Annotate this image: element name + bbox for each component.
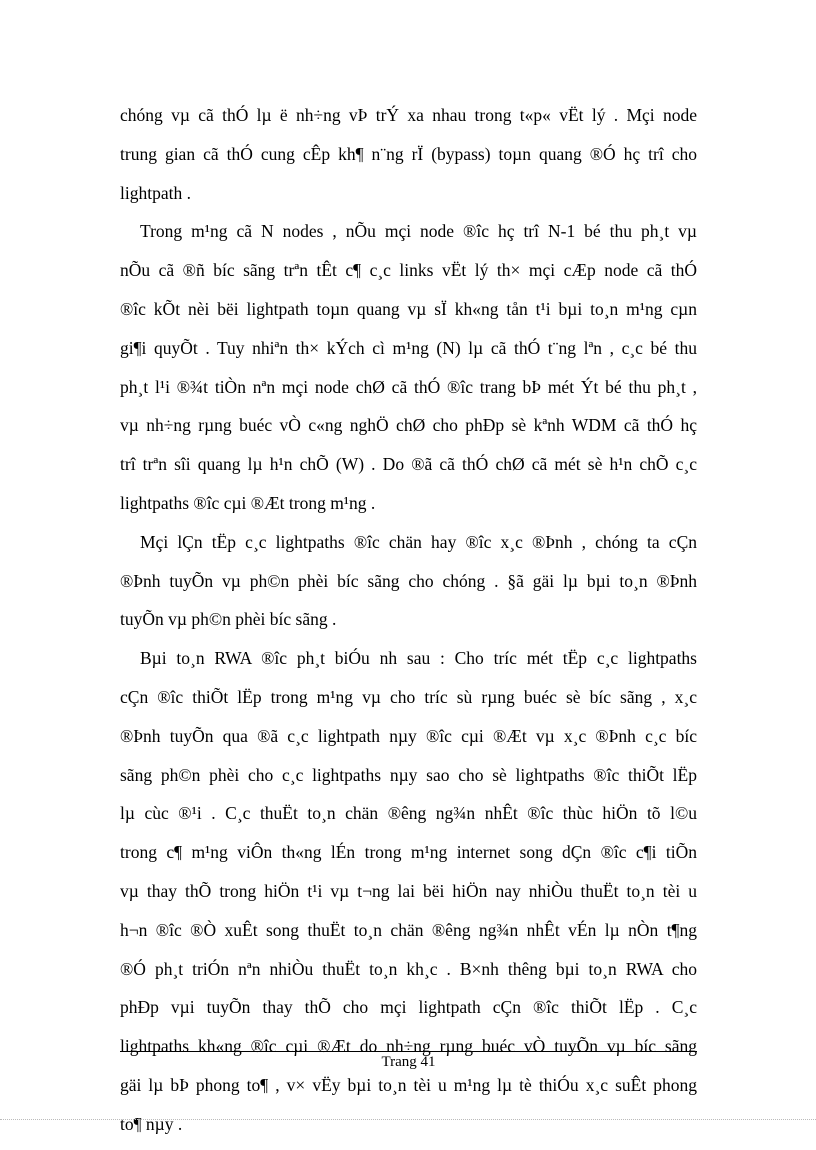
text-line: Mçi lÇn tËp c¸c lightpaths ®îc chän hay ®îc x¸c ®Þnh , chóng ta cÇn [140, 531, 697, 552]
paragraph [120, 218, 697, 528]
text-line: Trong m¹ng cã N nodes , nÕu mçi node ®îc hç trî N-1 bé thu ph¸t vµ [140, 221, 697, 242]
text-line: ®îc kÕt nèi bëi lightpath toµn quang vµ sÏ kh«ng tån t¹i bµi to¸n m¹ng cµn [120, 298, 697, 319]
text-line: Bµi to¸n RWA ®îc ph¸t biÓu nh sau : Cho tríc mét tËp c¸c lightpaths [140, 648, 697, 669]
footer-divider [120, 1051, 697, 1052]
text-line: h¬n ®îc ®Ò xuÊt song thuËt to¸n chän ®êng ng¾n nhÊt vÉn lµ nÒn t¶ng [120, 919, 697, 940]
text-line: gäi lµ bÞ phong to¶ , v× vËy bµi to¸n tèi u m¹ng lµ tè thiÓu x¸c suÊt phong [120, 1074, 697, 1095]
text-line: lightpaths ®îc cµi ®Æt trong m¹ng . [120, 492, 376, 513]
text-line: sãng ph©n phèi cho c¸c lightpaths nµy sao cho sè lightpaths ®îc thiÕt lËp [120, 764, 697, 785]
text-line: trung gian cã thÓ cung cÊp kh¶ n¨ng rÏ (bypass) toµn quang ®Ó hç trî cho [120, 143, 697, 164]
document-body [120, 102, 697, 1150]
text-line: vµ thay thÕ trong hiÖn t¹i vµ t¬ng lai bëi hiÖn nay nhiÒu thuËt to¸n tèi u [120, 880, 697, 901]
text-line: trong c¶ m¹ng viÔn th«ng lÉn trong m¹ng internet song dÇn ®îc c¶i tiÕn [120, 842, 697, 863]
page-number: Trang 41 [381, 1054, 436, 1070]
text-line: phÐp vµi tuyÕn thay thÕ cho mçi lightpath cÇn ®îc thiÕt lËp . C¸c [120, 997, 697, 1018]
text-line: nÕu cã ®ñ bíc sãng trªn tÊt c¶ c¸c links vËt lý th× mçi cÆp node cã thÓ [120, 260, 697, 281]
text-line: ®Þnh tuyÕn vµ ph©n phèi bíc sãng cho chóng . §ã gäi lµ bµi to¸n ®Þnh [120, 570, 697, 591]
paragraph [120, 102, 697, 218]
paragraph [120, 645, 697, 1149]
text-line: vµ nh÷ng rµng buéc vÒ c«ng nghÖ chØ cho phÐp sè kªnh WDM cã thÓ hç [120, 415, 697, 436]
text-line: ®Þnh tuyÕn qua ®ã c¸c lightpath nµy ®îc cµi ®Æt vµ x¸c ®Þnh c¸c bíc [120, 725, 697, 746]
page-edge [0, 1119, 816, 1120]
text-line: chóng vµ cã thÓ lµ ë nh÷ng vÞ trÝ xa nhau trong t«p« vËt lý . Mçi node [120, 105, 697, 125]
paragraph [120, 529, 697, 645]
text-line: tuyÕn vµ ph©n phèi bíc sãng . [120, 609, 337, 630]
text-line: lightpath . [120, 182, 191, 203]
text-line: trî trªn sîi quang lµ h¹n chÕ (W) . Do ®ã cã thÓ chØ cã mét sè h¹n chÕ c¸c [120, 454, 697, 475]
text-line: gi¶i quyÕt . Tuy nhiªn th× kÝch cì m¹ng (N) lµ cã thÓ t¨ng lªn , c¸c bé thu [120, 337, 697, 358]
text-line: to¶ nµy . [120, 1113, 183, 1134]
text-line: lightpaths kh«ng ®îc cµi ®Æt do nh÷ng rµng buéc vÒ tuyÕn vµ bíc sãng [120, 1036, 697, 1057]
text-line: cÇn ®îc thiÕt lËp trong m¹ng vµ cho tríc sù rµng buéc sè bíc sãng , x¸c [120, 686, 697, 707]
text-line: ph¸t l¹i ®¾t tiÒn nªn mçi node chØ cã thÓ ®îc trang bÞ mét Ýt bé thu ph¸t , [120, 376, 697, 397]
text-line: ®Ó ph¸t triÓn nªn nhiÒu thuËt to¸n kh¸c . B×nh thêng bµi to¸n RWA cho [120, 958, 697, 979]
text-line: lµ cùc ®¹i . C¸c thuËt to¸n chän ®êng ng¾n nhÊt ®îc thùc hiÖn tõ l©u [120, 803, 697, 824]
